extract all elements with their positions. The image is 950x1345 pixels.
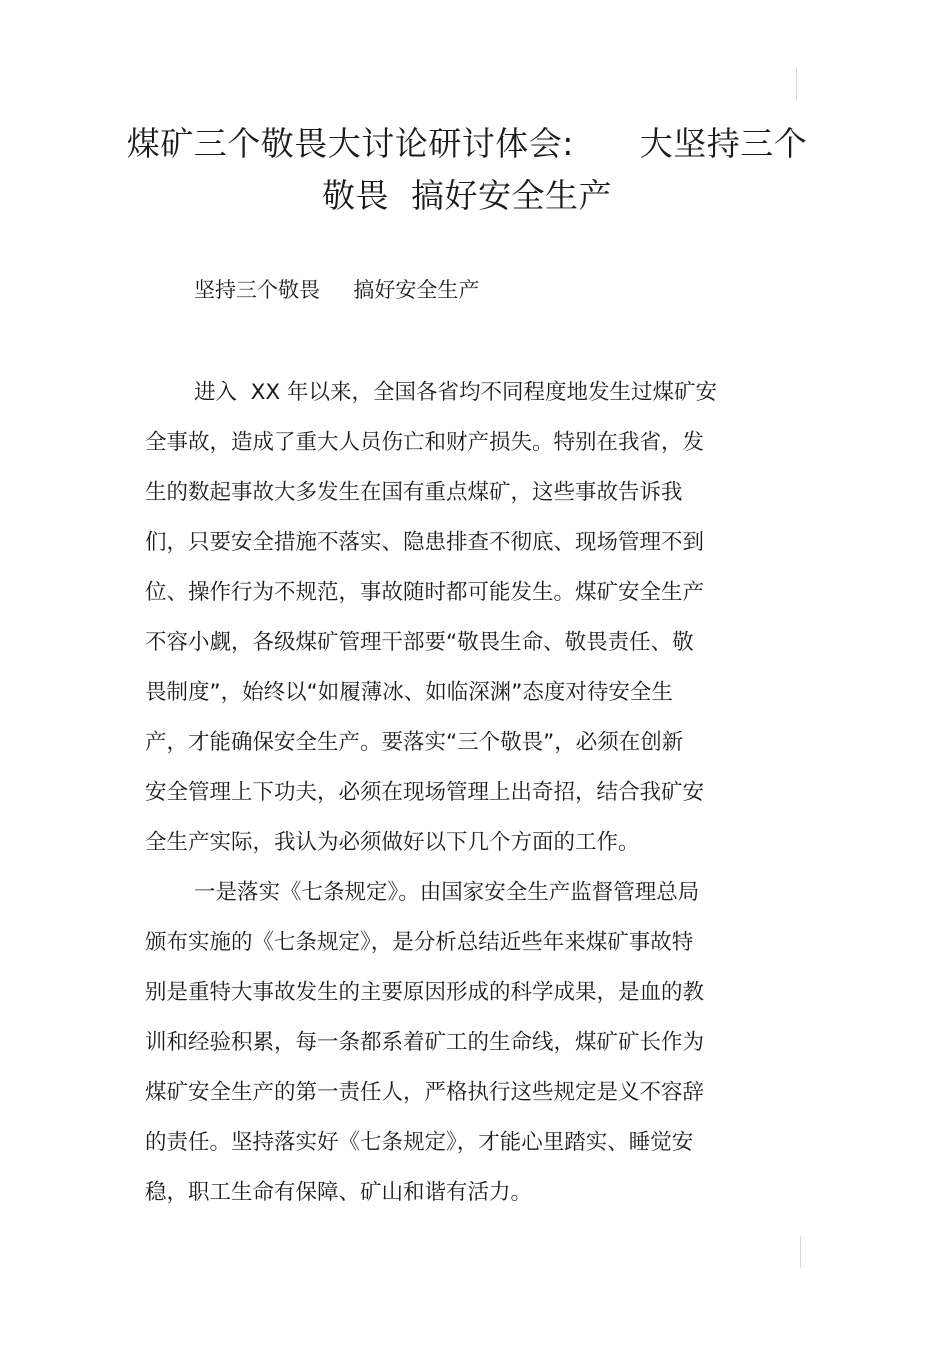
document-subtitle: 坚持三个敬畏 搞好安全生产	[194, 278, 480, 302]
text-line: 位、操作行为不规范，事故随时都可能发生。煤矿安全生产	[145, 580, 705, 605]
text-line: 别是重特大事故发生的主要原因形成的科学成果，是血的教	[145, 980, 705, 1005]
page-edge-mark-bottom	[800, 1236, 801, 1268]
text-line: 安全管理上下功夫，必须在现场管理上出奇招，结合我矿安	[145, 780, 705, 805]
text-line: 全事故，造成了重大人员伤亡和财产损失。特别在我省，发	[145, 430, 705, 455]
text-line: 稳，职工生命有保障、矿山和谐有活力。	[145, 1180, 533, 1205]
document-title	[100, 118, 834, 222]
text-line: 畏制度”，始终以“如履薄冰、如临深渊”态度对待安全生	[145, 680, 673, 705]
document-body	[145, 368, 775, 1218]
text-line: 产，才能确保安全生产。要落实“三个敬畏”，必须在创新	[145, 730, 684, 755]
text-line: 的责任。坚持落实好《七条规定》，才能心里踏实、睡觉安	[145, 1130, 694, 1155]
text-line: 生的数起事故大多发生在国有重点煤矿，这些事故告诉我	[145, 480, 683, 505]
text-line: 们，只要安全措施不落实、隐患排查不彻底、现场管理不到	[145, 530, 705, 555]
page-edge-mark-top	[796, 68, 797, 100]
text-line: 训和经验积累，每一条都系着矿工的生命线，煤矿矿长作为	[145, 1030, 705, 1055]
text-line: 煤矿安全生产的第一责任人，严格执行这些规定是义不容辞	[145, 1080, 705, 1105]
text-line: 颁布实施的《七条规定》，是分析总结近些年来煤矿事故特	[145, 930, 694, 955]
paragraph-2	[145, 868, 775, 1218]
text-line: 进入 XX 年以来，全国各省均不同程度地发生过煤矿安	[194, 380, 717, 405]
text-line: 全生产实际，我认为必须做好以下几个方面的工作。	[145, 830, 640, 855]
text-line: 不容小觑，各级煤矿管理干部要“敬畏生命、敬畏责任、敬	[145, 630, 694, 655]
title-line: 敬畏 搞好安全生产	[322, 176, 612, 215]
title-line: 煤矿三个敬畏大讨论研讨体会: 大坚持三个	[126, 124, 808, 163]
paragraph-1	[145, 368, 775, 868]
text-line: 一是落实《七条规定》。由国家安全生产监督管理总局	[194, 880, 700, 905]
